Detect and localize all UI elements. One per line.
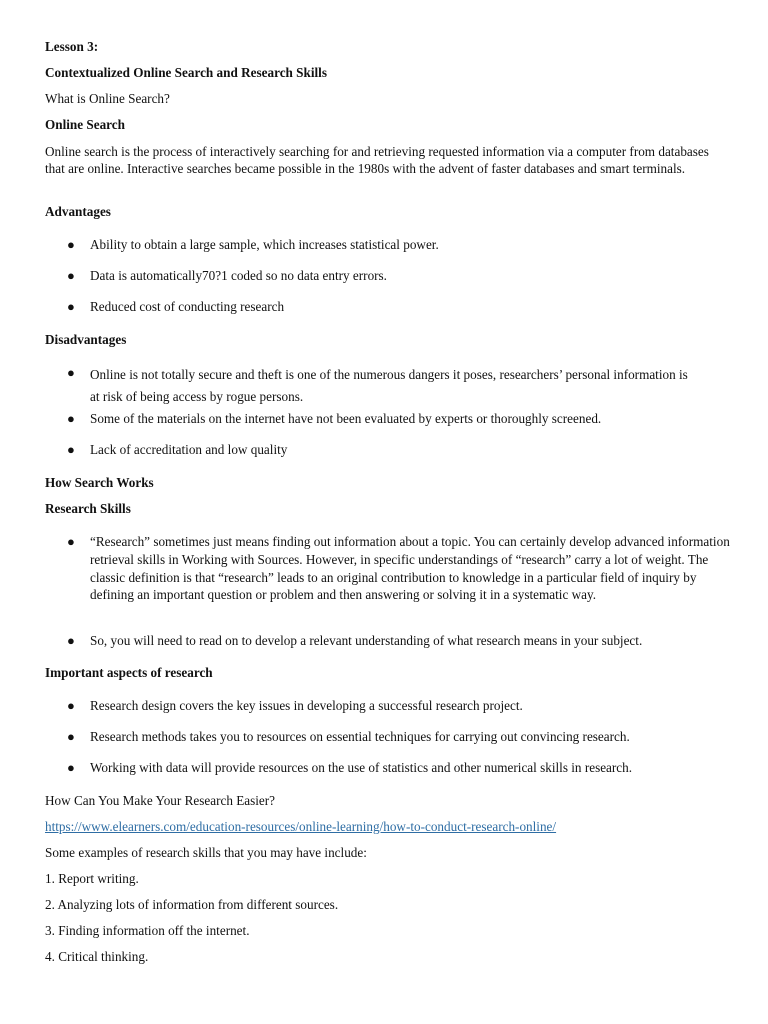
aspect-item: Research methods takes you to resources on essential techniques for carrying out convincing research.	[90, 729, 630, 744]
disadvantage-item: Lack of accreditation and low quality	[90, 442, 288, 457]
online-search-heading: Online Search	[45, 117, 125, 132]
bullet-icon: ●	[67, 268, 75, 283]
lesson-label: Lesson 3:	[45, 39, 99, 54]
bullet-icon: ●	[67, 299, 75, 314]
numbered-item: 3. Finding information off the internet.	[45, 923, 250, 938]
page-title: Contextualized Online Search and Research Skills	[45, 65, 327, 80]
question-heading: What is Online Search?	[45, 91, 170, 106]
research-online-link[interactable]: https://www.elearners.com/education-resources/online-learning/how-to-conduct-research-online/	[45, 819, 557, 834]
advantages-heading: Advantages	[45, 204, 111, 219]
bullet-icon: ●	[67, 760, 75, 775]
disadvantages-heading: Disadvantages	[45, 332, 127, 347]
advantage-item: Ability to obtain a large sample, which increases statistical power.	[90, 237, 439, 252]
bullet-icon: ●	[67, 365, 75, 380]
research-skill-item: So, you will need to read on to develop a relevant understanding of what research means in your subject.	[90, 633, 643, 648]
advantage-item: Data is automatically70?1 coded so no data entry errors.	[90, 268, 387, 283]
aspect-item: Working with data will provide resources on the use of statistics and other numerical skills in research.	[90, 760, 633, 775]
bullet-icon: ●	[67, 442, 75, 457]
easier-question: How Can You Make Your Research Easier?	[45, 793, 276, 808]
bullet-icon: ●	[67, 698, 75, 713]
disadvantage-item: Some of the materials on the internet have not been evaluated by experts or thoroughly screened.	[90, 411, 602, 426]
advantage-item: Reduced cost of conducting research	[90, 299, 285, 314]
bullet-icon: ●	[67, 534, 75, 549]
important-aspects-heading: Important aspects of research	[45, 665, 213, 680]
bullet-icon: ●	[67, 237, 75, 252]
numbered-item: 4. Critical thinking.	[45, 949, 149, 964]
disadvantage-item: Online is not totally secure and theft is one of the numerous dangers it poses, researchers’ personal information is at risk of being access by rogue persons.	[90, 367, 688, 404]
numbered-item: 2. Analyzing lots of information from different sources.	[45, 897, 339, 912]
bullet-icon: ●	[67, 411, 75, 426]
aspect-item: Research design covers the key issues in developing a successful research project.	[90, 698, 523, 713]
bullet-icon: ●	[67, 729, 75, 744]
research-skill-item: “Research” sometimes just means finding out information about a topic. You can certainly develop advanced information retrieval skills in Working with Sources. However, in specific understandings of “research” carry a lot of weight. The classic definition is that “research” leads to an original contribution to knowledge in a particular field of inquiry by defining an important question or problem and then answering or solving it in a systematic way.	[90, 534, 730, 603]
how-search-works-heading: How Search Works	[45, 475, 154, 490]
research-skills-heading: Research Skills	[45, 501, 131, 516]
examples-intro: Some examples of research skills that you may have include:	[45, 845, 367, 860]
bullet-icon: ●	[67, 633, 75, 648]
online-search-paragraph: Online search is the process of interactively searching for and retrieving requested information via a computer from databases that are online. Interactive searches became possible in the 1980s with the advent of faster databases and smart terminals.	[45, 144, 709, 176]
numbered-item: 1. Report writing.	[45, 871, 139, 886]
